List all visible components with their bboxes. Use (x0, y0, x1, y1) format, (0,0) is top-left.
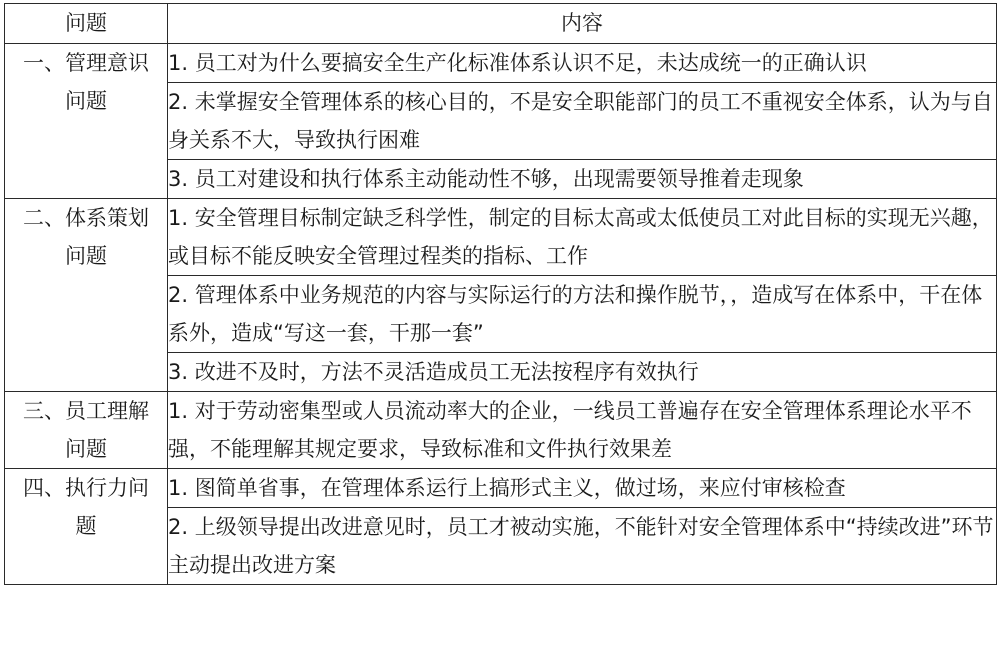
category-cell-system-planning (5, 199, 168, 392)
table-row (5, 199, 997, 276)
content-cell: 2. 管理体系中业务规范的内容与实际运行的方法和操作脱节，，造成写在体系中，干在体系外，造成“写这一套，干那一套” (168, 276, 997, 353)
content-cell: 3. 员工对建设和执行体系主动能动性不够，出现需要领导推着走现象 (168, 160, 997, 199)
content-cell: 3. 改进不及时，方法不灵活造成员工无法按程序有效执行 (168, 353, 997, 392)
content-cell: 1. 员工对为什么要搞安全生产化标准体系认识不足，未达成统一的正确认识 (168, 44, 997, 83)
table-row (5, 44, 997, 83)
category-label-line2: 问题 (65, 437, 107, 461)
content-cell: 1. 对于劳动密集型或人员流动率大的企业，一线员工普遍存在安全管理体系理论水平不强，不能理解其规定要求，导致标准和文件执行效果差 (168, 392, 997, 469)
category-cell-execution (5, 469, 168, 585)
table-row (5, 392, 997, 469)
category-cell-management-awareness (5, 44, 168, 199)
category-cell-employee-understanding (5, 392, 168, 469)
header-row (5, 4, 997, 44)
table-row (5, 469, 997, 508)
category-label-line1: 二、体系策划 (23, 206, 149, 230)
category-label-line1: 三、员工理解 (23, 399, 149, 423)
content-cell: 2. 上级领导提出改进意见时，员工才被动实施，不能针对安全管理体系中“持续改进”环节主动提出改进方案 (168, 508, 997, 585)
content-cell: 2. 未掌握安全管理体系的核心目的，不是安全职能部门的员工不重视安全体系，认为与自身关系不大，导致执行困难 (168, 83, 997, 160)
category-label-line1: 一、管理意识 (23, 51, 149, 75)
category-label-line2: 问题 (65, 89, 107, 113)
header-category: 问题 (5, 4, 168, 44)
header-content: 内容 (168, 4, 997, 44)
content-cell: 1. 安全管理目标制定缺乏科学性，制定的目标太高或太低使员工对此目标的实现无兴趣，或目标不能反映安全管理过程类的指标、工作 (168, 199, 997, 276)
category-label-line2: 问题 (65, 244, 107, 268)
category-label-line1: 四、执行力问 (23, 476, 149, 500)
category-label-line2: 题 (75, 514, 97, 538)
content-cell: 1. 图简单省事，在管理体系运行上搞形式主义，做过场，来应付审核检查 (168, 469, 997, 508)
issues-table (4, 3, 997, 585)
